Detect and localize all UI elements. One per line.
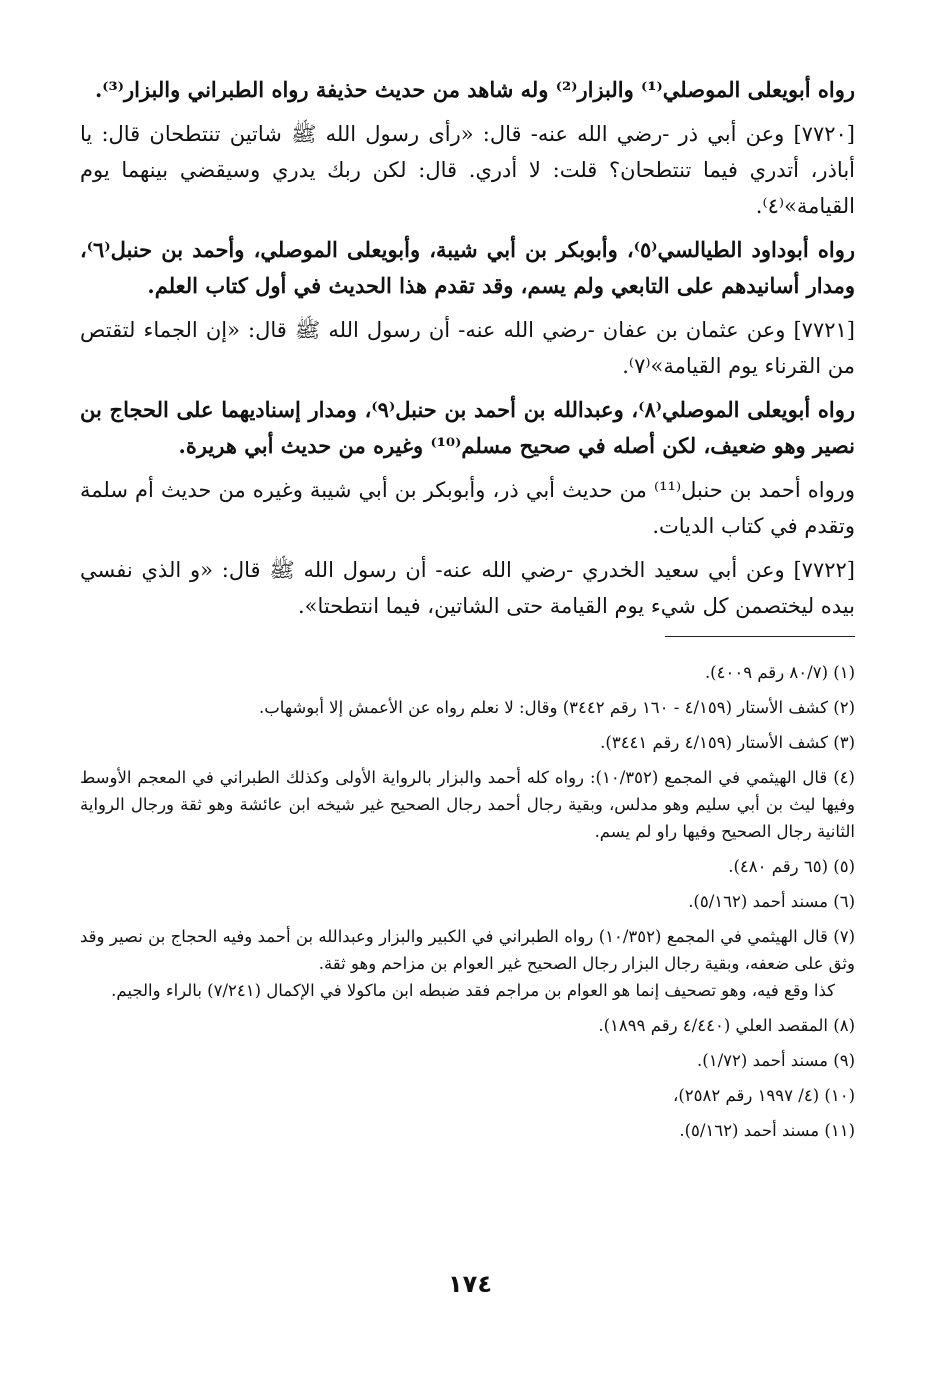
narration-paragraph-2: رواه أبوداود الطيالسي⁽٥⁾، وأبوبكر بن أبي شيبة، وأبويعلى الموصلي، وأحمد بن حنبل⁽٦⁾، ومدار أسانيدهم على التابعي ولم يسم، وقد تقدم هذا الحديث في أول كتاب العلم.: [80, 237, 855, 298]
footnote-separator: [80, 636, 855, 637]
footnote-6: (٦) مسند أحمد (٥/١٦٢).: [688, 892, 855, 911]
narration-paragraph-4: ورواه أحمد بن حنبل⁽¹¹⁾ من حديث أبي ذر، وأبوبكر بن أبي شيبة وغيره من حديث أم سلمة وتقدم في كتاب الديات.: [80, 478, 855, 538]
footnote-9: (٩) مسند أحمد (١/٧٢).: [697, 1051, 855, 1070]
page-content: [80, 72, 855, 1152]
footnote-1: (١) (٨٠/٧ رقم ٤٠٠٩).: [704, 663, 855, 682]
narration-paragraph-1: رواه أبويعلى الموصلي⁽¹⁾ والبزار⁽²⁾ وله شاهد من حديث حذيفة رواه الطبراني والبزار⁽³⁾.: [94, 77, 855, 102]
footnote-7: (٧) قال الهيثمي في المجمع (١٠/٣٥٢) رواه الطبراني في الكبير والبزار وعبدالله بن أحمد وفيه الحجاج بن نصير وقد وثق على ضعفه، وبقية رجال البزار رجال الصحيح غير العوام بن مزاحم وهو ثقة.: [80, 927, 855, 973]
hadith-7721: [٧٧٢١] وعن عثمان بن عفان -رضي الله عنه- أن رسول الله ﷺ قال: «إن الجماء لتقتص من القرناء يوم القيامة»⁽٧⁾.: [80, 318, 855, 378]
footnote-4: (٤) قال الهيثمي في المجمع (١٠/٣٥٢): رواه كله أحمد والبزار بالرواية الأولى وكذلك الطبراني في المعجم الأوسط وفيها ليث بن أبي سليم وهو مدلس، وبقية رجال أحمد رجال الصحيح غير شيخه ابن عائشة وهو ثقة ورجال الرواية الثانية رجال الصحيح وفيها راو لم يسم.: [80, 768, 855, 841]
narration-paragraph-3: رواه أبويعلى الموصلي⁽٨⁾، وعبدالله بن أحمد بن حنبل⁽٩⁾، ومدار إسناديهما على الحجاج بن نصير وهو ضعيف، لكن أصله في صحيح مسلم⁽¹⁰⁾ وغيره من حديث أبي هريرة.: [80, 397, 856, 458]
page-number: ١٧٤: [448, 1270, 492, 1298]
hadith-7720: [٧٧٢٠] وعن أبي ذر -رضي الله عنه- قال: «رأى رسول الله ﷺ شاتين تنتطحان قال: يا أباذر، أتدري فيما تنتطحان؟ قلت: لا أدري. قال: لكن ربك يدري وسيقضي بينهما يوم القيامة»⁽٤⁾.: [80, 122, 855, 218]
footnote-3: (٣) كشف الأستار (٤/١٥٩ رقم ٣٤٤١).: [600, 733, 855, 752]
footnote-8: (٨) المقصد العلي (٤/٤٤٠ رقم ١٨٩٩).: [598, 1016, 855, 1035]
footnotes: [80, 659, 855, 1144]
footnote-10: (١٠) (٤/ ١٩٩٧ رقم ٢٥٨٢)،: [673, 1086, 855, 1105]
footnote-11: (١١) مسند أحمد (٥/١٦٢).: [679, 1121, 855, 1140]
footnote-5: (٥) (٦٥ رقم ٤٨٠).: [728, 857, 855, 876]
footnote-2: (٢) كشف الأستار (٤/١٥٩ - ١٦٠ رقم ٣٤٤٢) وقال: لا نعلم رواه عن الأعمش إلا أبوشهاب.: [259, 698, 855, 717]
footnote-7-continuation: كذا وقع فيه، وهو تصحيف إنما هو العوام بن مراجم فقد ضبطه ابن ماكولا في الإكمال (٧/٢٤١) بالراء والجيم.: [111, 981, 835, 1000]
hadith-7722: [٧٧٢٢] وعن أبي سعيد الخدري -رضي الله عنه- أن رسول الله ﷺ قال: «و الذي نفسي بيده ليختصمن كل شيء يوم القيامة حتى الشاتين، فيما انتطحتا».: [80, 558, 855, 618]
